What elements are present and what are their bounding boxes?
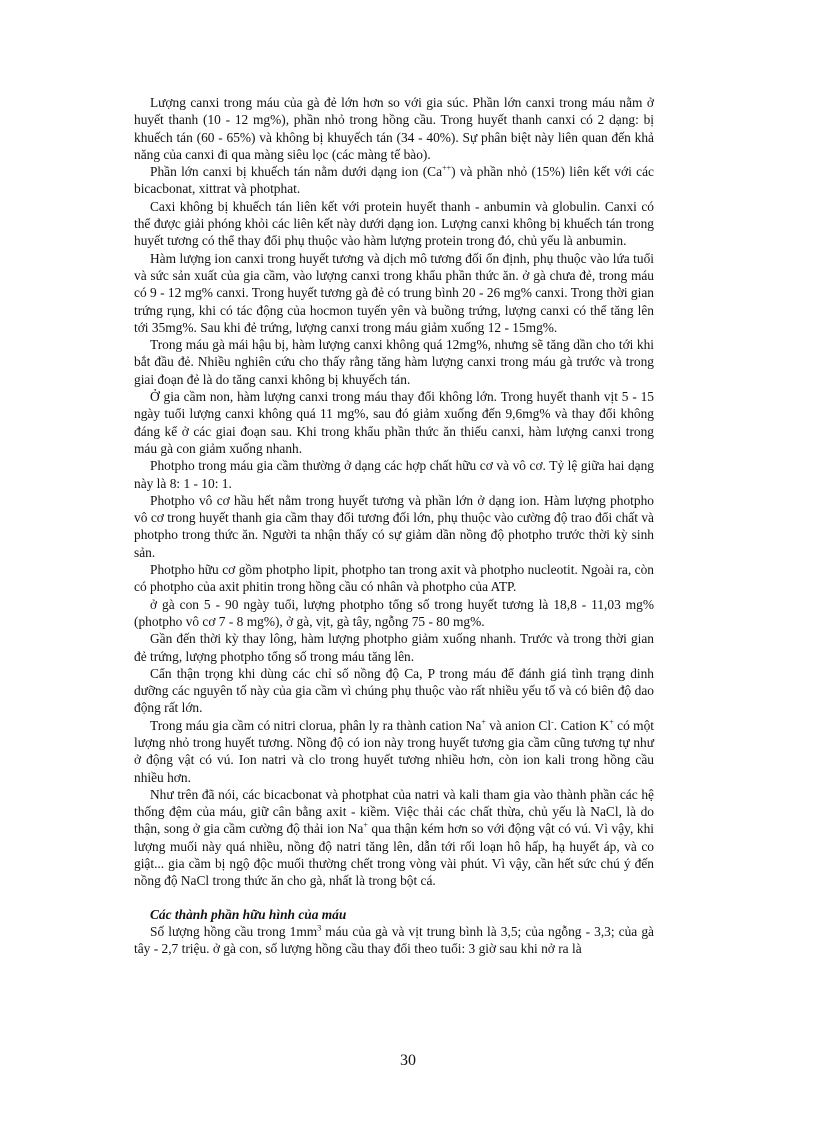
paragraph-organic-phosphorus: Photpho hữu cơ gồm photpho lipit, photpho tan trong axit và photpho nucleotit. Ngoài ra, còn có photpho của axit phitin trong hồng cầu có nhân và photpho của ATP.: [134, 562, 654, 595]
paragraph-red-cell-count: [134, 923, 654, 958]
superscript: +: [363, 821, 368, 830]
paragraph-sodium-chloride-ions: [134, 717, 654, 786]
text-segment: ) và phần nhỏ (15%) liên kết với các bicacbonat, xittrat và photphat.: [134, 164, 654, 197]
superscript: +: [609, 717, 614, 727]
text-segment: máu của gà và vịt trung bình là 3,5; của ngỗng - 3,3; của gà tây - 2,7 triệu. ở gà con, số lượng hồng cầu thay đổi theo tuổi: 3 giờ sau khi nở ra là: [134, 923, 654, 957]
paragraph-non-diffusible-calcium: Caxi không bị khuếch tán liên kết với protein huyết thanh - anbumin và globulin. Canxi có thể được giải phóng khỏi các liên kết này dưới dạng ion. Lượng canxi không bị khuếch tán trong huyết tương có thể thay đổi phụ thuộc vào hàm lượng protein trong đó, chủ yếu là anbumin.: [134, 198, 654, 249]
superscript: ++: [442, 163, 452, 173]
paragraph-phosphorus-forms: Photpho trong máu gia cầm thường ở dạng các hợp chất hữu cơ và vô cơ. Tỷ lệ giữa hai dạng này là 8: 1 - 10: 1.: [134, 458, 654, 491]
paragraph-diffusible-calcium: [134, 163, 654, 198]
section-heading: Các thành phần hữu hình của máu: [150, 906, 347, 922]
page-number: 30: [400, 1052, 416, 1069]
text-segment: . Cation K: [553, 717, 610, 733]
text-segment: Trong máu gia cầm có nitri clorua, phân ly ra thành cation Na: [150, 717, 482, 733]
superscript: 3: [317, 923, 322, 933]
paragraph-molting-phosphorus: Gần đến thời kỳ thay lông, hàm lượng photpho giảm xuống nhanh. Trước và trong thời gian đẻ trứng, lượng photpho tổng số trong máu tăng lên.: [134, 631, 654, 664]
superscript: +: [481, 717, 486, 727]
paragraph-young-poultry-calcium: Ở gia cầm non, hàm lượng canxi trong máu thay đổi không lớn. Trong huyết thanh vịt 5 - 15 ngày tuổi lượng canxi không quá 11 mg%, sau đó giảm xuống đến 9,6mg% và thay đổi không đáng kể ở các giai đoạn sau. Khi trong khẩu phần thức ăn thiếu canxi, hàm lượng canxi trong máu gà con giảm xuống nhanh.: [134, 389, 654, 456]
section-gap: [134, 890, 654, 906]
text-segment: qua thận kém hơn so với động vật có vú. Vì vậy, khi lượng muối này quá nhiều, nồng độ natri tăng lên, dẫn tới rối loạn hô hấp, hạ huyết áp, và co giật... gia cầm bị ngộ độc muối thường chết trong vòng vài phút. Vì vậy, cần hết sức chú ý đến nồng độ NaCl trong thức ăn cho gà, nhất là trong bột cá.: [134, 821, 654, 889]
page-body: [134, 94, 654, 958]
paragraph-caution-indicators: Cẩn thận trọng khi dùng các chỉ số nồng độ Ca, P trong máu để đánh giá tình trạng dinh dưỡng các nguyên tố này của gia cầm vì chúng phụ thuộc vào rất nhiều yếu tố và có biên độ dao động rất lớn.: [134, 665, 654, 716]
text-segment: Số lượng hồng cầu trong 1mm: [150, 923, 318, 939]
paragraph-chick-phosphorus: ở gà con 5 - 90 ngày tuổi, lượng photpho tổng số trong huyết tương là 18,8 - 11,03 mg% (photpho vô cơ 7 - 8 mg%), ở gà, vịt, gà tây, ngỗng 75 - 80 mg%.: [134, 596, 654, 629]
text-segment: Phần lớn canxi bị khuếch tán nằm dưới dạng ion (Ca: [150, 164, 443, 180]
superscript: -: [551, 717, 554, 727]
paragraph-calcium-blood: Lượng canxi trong máu của gà đẻ lớn hơn so với gia súc. Phần lớn canxi trong máu nằm ở huyết thanh (10 - 12 mg%), phần nhỏ trong hồng cầu. Trong huyết thanh canxi có 2 dạng: bị khuếch tán (60 - 65%) và không bị khuyếch tán (34 - 40%). Sự phân biệt này liên quan đến khả năng của canxi đi qua màng siêu lọc (các màng tế bào).: [134, 95, 654, 162]
text-segment: có một lượng nhỏ trong huyết tương. Nồng độ có ion này trong huyết tương gia cầm cũng tương tự như ở động vật có vú. Ion natri và clo trong huyết tương nhiều hơn, còn ion kali trong hồng cầu nhiều hơn.: [134, 717, 654, 785]
paragraph-inorganic-phosphorus: Photpho vô cơ hầu hết nằm trong huyết tương và phần lớn ở dạng ion. Hàm lượng photpho vô cơ trong huyết thanh gia cầm thay đổi tương đối lớn, phụ thuộc vào cường độ trao đổi chất và photpho trong thức ăn. Người ta nhận thấy có sự giảm dần nồng độ photpho trước thời kỳ sinh sản.: [134, 492, 654, 560]
paragraph-buffer-systems: [134, 786, 654, 890]
paragraph-calcium-ion-levels: Hàm lượng ion canxi trong huyết tương và dịch mô tương đối ổn định, phụ thuộc vào lứa tuổi và sức sản xuất của gia cầm, vào lượng canxi trong khẩu phần thức ăn. ở gà chưa đẻ, trong máu có 9 - 12 mg% canxi. Trong huyết tương gà đẻ có trung bình 20 - 26 mg% canxi. Trong thời gian trứng rụng, khi có tác động của hocmon tuyến yên và buồng trứng, lượng canxi có thể tăng lên tới 35mg%. Sau khi đẻ trứng, lượng canxi trong máu giảm xuống 12 - 15mg%.: [134, 250, 654, 335]
text-segment: và anion Cl: [485, 717, 552, 733]
text-segment: Như trên đã nói, các bicacbonat và photphat của natri và kali tham gia vào thành phần các hệ thống đệm của máu, giữ cân bằng axit - kiềm. Việc thải các chất thừa, chủ yếu là NaCl, là do thận, song ở gia cầm cường độ thải ion Na: [134, 786, 654, 837]
paragraph-pullet-calcium: Trong máu gà mái hậu bị, hàm lượng canxi không quá 12mg%, nhưng sẽ tăng dần cho tới khi bắt đầu đẻ. Nhiều nghiên cứu cho thấy rằng tăng hàm lượng canxi trong máu gà trước và trong giai đoạn đẻ là do tăng canxi không bị khuyếch tán.: [134, 337, 654, 387]
